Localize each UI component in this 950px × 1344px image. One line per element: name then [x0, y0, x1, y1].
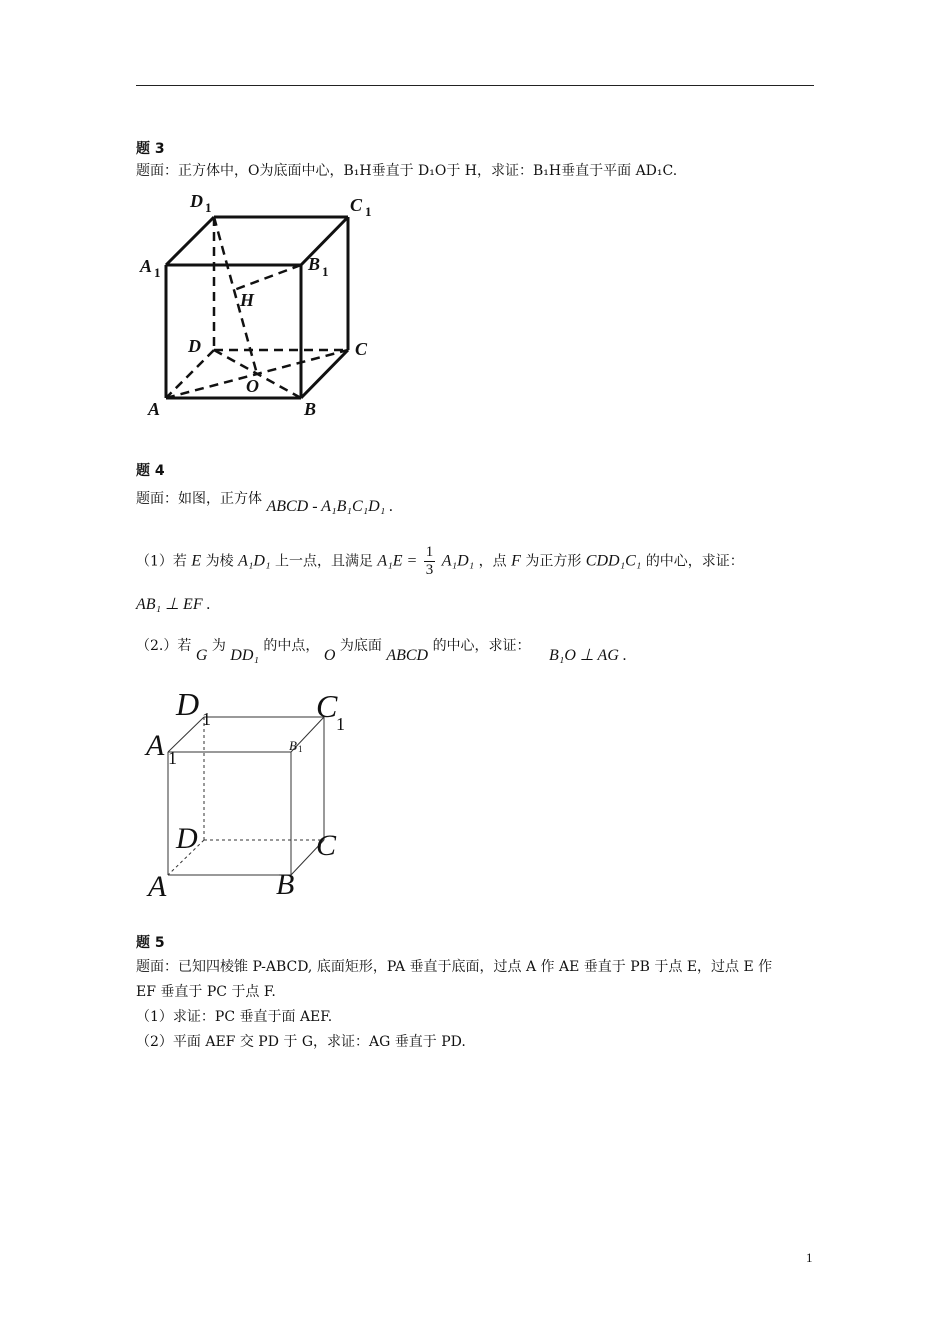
q4-p2-text-b: 为 — [211, 638, 226, 654]
q3-label-O: O — [246, 376, 259, 396]
q4-label-D1-sub: 1 — [202, 709, 211, 729]
q4-p2-DD1: DD₁ — [230, 647, 259, 664]
q3-heading: 题 3 — [136, 141, 165, 157]
q3-label-A1: A — [140, 256, 153, 276]
q4-label-B: B — [276, 868, 295, 901]
q4-intro — [136, 490, 394, 515]
q3-label-A: A — [148, 399, 161, 419]
q3-cube-figure — [136, 185, 396, 425]
q4-label-C1-sub: 1 — [336, 714, 345, 734]
q4-p1-CDD1C1: CDD₁C₁ — [585, 552, 642, 570]
q4-label-B1-sub: 1 — [298, 744, 303, 754]
q4-p2-text-d: 为底面 — [339, 638, 382, 654]
q4-part1 — [136, 544, 744, 579]
q3-label-D1: D — [190, 191, 203, 211]
q4-p1-A1D1-b: A₁D₁ — [441, 552, 475, 570]
q4-fraction — [424, 544, 436, 579]
q4-p1-text-d: ，点 — [478, 553, 507, 570]
q4-p2-G: G — [195, 647, 208, 664]
q4-p2-text-a: （2.）若 — [136, 638, 192, 654]
q4-part2 — [136, 637, 627, 664]
q4-p1-A1E: A₁E = — [377, 552, 418, 570]
header-rule — [136, 85, 814, 86]
q4-p1-F: F — [511, 552, 521, 570]
q3-label-D1-sub: 1 — [205, 200, 212, 215]
q4-label-D1: D — [176, 686, 200, 722]
page-number: 1 — [806, 1250, 813, 1265]
q4-label-B1: B — [289, 738, 297, 753]
q3-label-B1: B — [308, 254, 321, 274]
q5-line-2: EF 垂直于 PC 于点 F. — [136, 984, 276, 1000]
q3-label-C1: C — [350, 195, 363, 215]
q4-label-A: A — [148, 870, 167, 903]
q4-frac-den: 3 — [425, 562, 434, 578]
q4-label-C: C — [316, 829, 337, 862]
q3-label-H: H — [240, 290, 255, 310]
q4-intro-text: 题面：如图，正方体 — [136, 491, 262, 507]
q4-p1-text-f: 的中心，求证： — [645, 553, 744, 570]
q4-p2-text-e: 的中心，求证： — [432, 638, 531, 654]
q4-label-A1-sub: 1 — [168, 748, 177, 768]
q4-label-D: D — [176, 822, 198, 855]
q3-label-D: D — [188, 336, 201, 356]
q4-label-C1: C — [316, 688, 338, 724]
q4-p1-A1D1: A₁D₁ — [238, 552, 271, 570]
q4-label-A1: A — [146, 729, 165, 762]
q3-label-C: C — [355, 339, 368, 359]
q4-frac-num: 1 — [425, 544, 434, 560]
q4-cube-figure — [136, 680, 376, 905]
q5-line-4: （2）平面 AEF 交 PD 于 G，求证：AG 垂直于 PD. — [136, 1034, 466, 1050]
q3-label-B: B — [304, 399, 317, 419]
q4-intro-math: ABCD - A₁B₁C₁D₁ . — [266, 498, 394, 515]
q5-line-3: （1）求证：PC 垂直于面 AEF. — [136, 1009, 333, 1025]
q4-p2-conclusion: B₁O ⊥ AG . — [549, 647, 627, 664]
q4-p1-text-a: （1）若 — [136, 553, 187, 570]
q4-p1-text-c: 上一点，且满足 — [274, 553, 373, 570]
q5-line-1: 题面：已知四棱锥 P-ABCD, 底面矩形，PA 垂直于底面，过点 A 作 AE 垂直于 PB 于点 E，过点 E 作 — [136, 959, 773, 975]
q4-p2-ABCD: ABCD — [386, 647, 429, 664]
q4-p2-text-c: 的中点， — [263, 638, 320, 654]
q4-heading: 题 4 — [136, 463, 165, 479]
q5-heading: 题 5 — [136, 935, 165, 951]
q3-label-A1-sub: 1 — [154, 265, 161, 280]
q4-p1-E: E — [191, 552, 202, 570]
q4-p1-text-b: 为棱 — [205, 553, 234, 570]
q3-label-C1-sub: 1 — [365, 204, 372, 219]
q3-statement: 题面：正方体中，O为底面中心，B₁H垂直于 D₁O于 H，求证：B₁H垂直于平面 AD₁C. — [136, 163, 678, 179]
q4-p1-conclusion: AB₁ ⊥ EF . — [136, 596, 211, 613]
q4-p2-O: O — [323, 647, 336, 664]
q4-p1-text-e: 为正方形 — [525, 553, 582, 570]
q3-label-B1-sub: 1 — [322, 264, 329, 279]
